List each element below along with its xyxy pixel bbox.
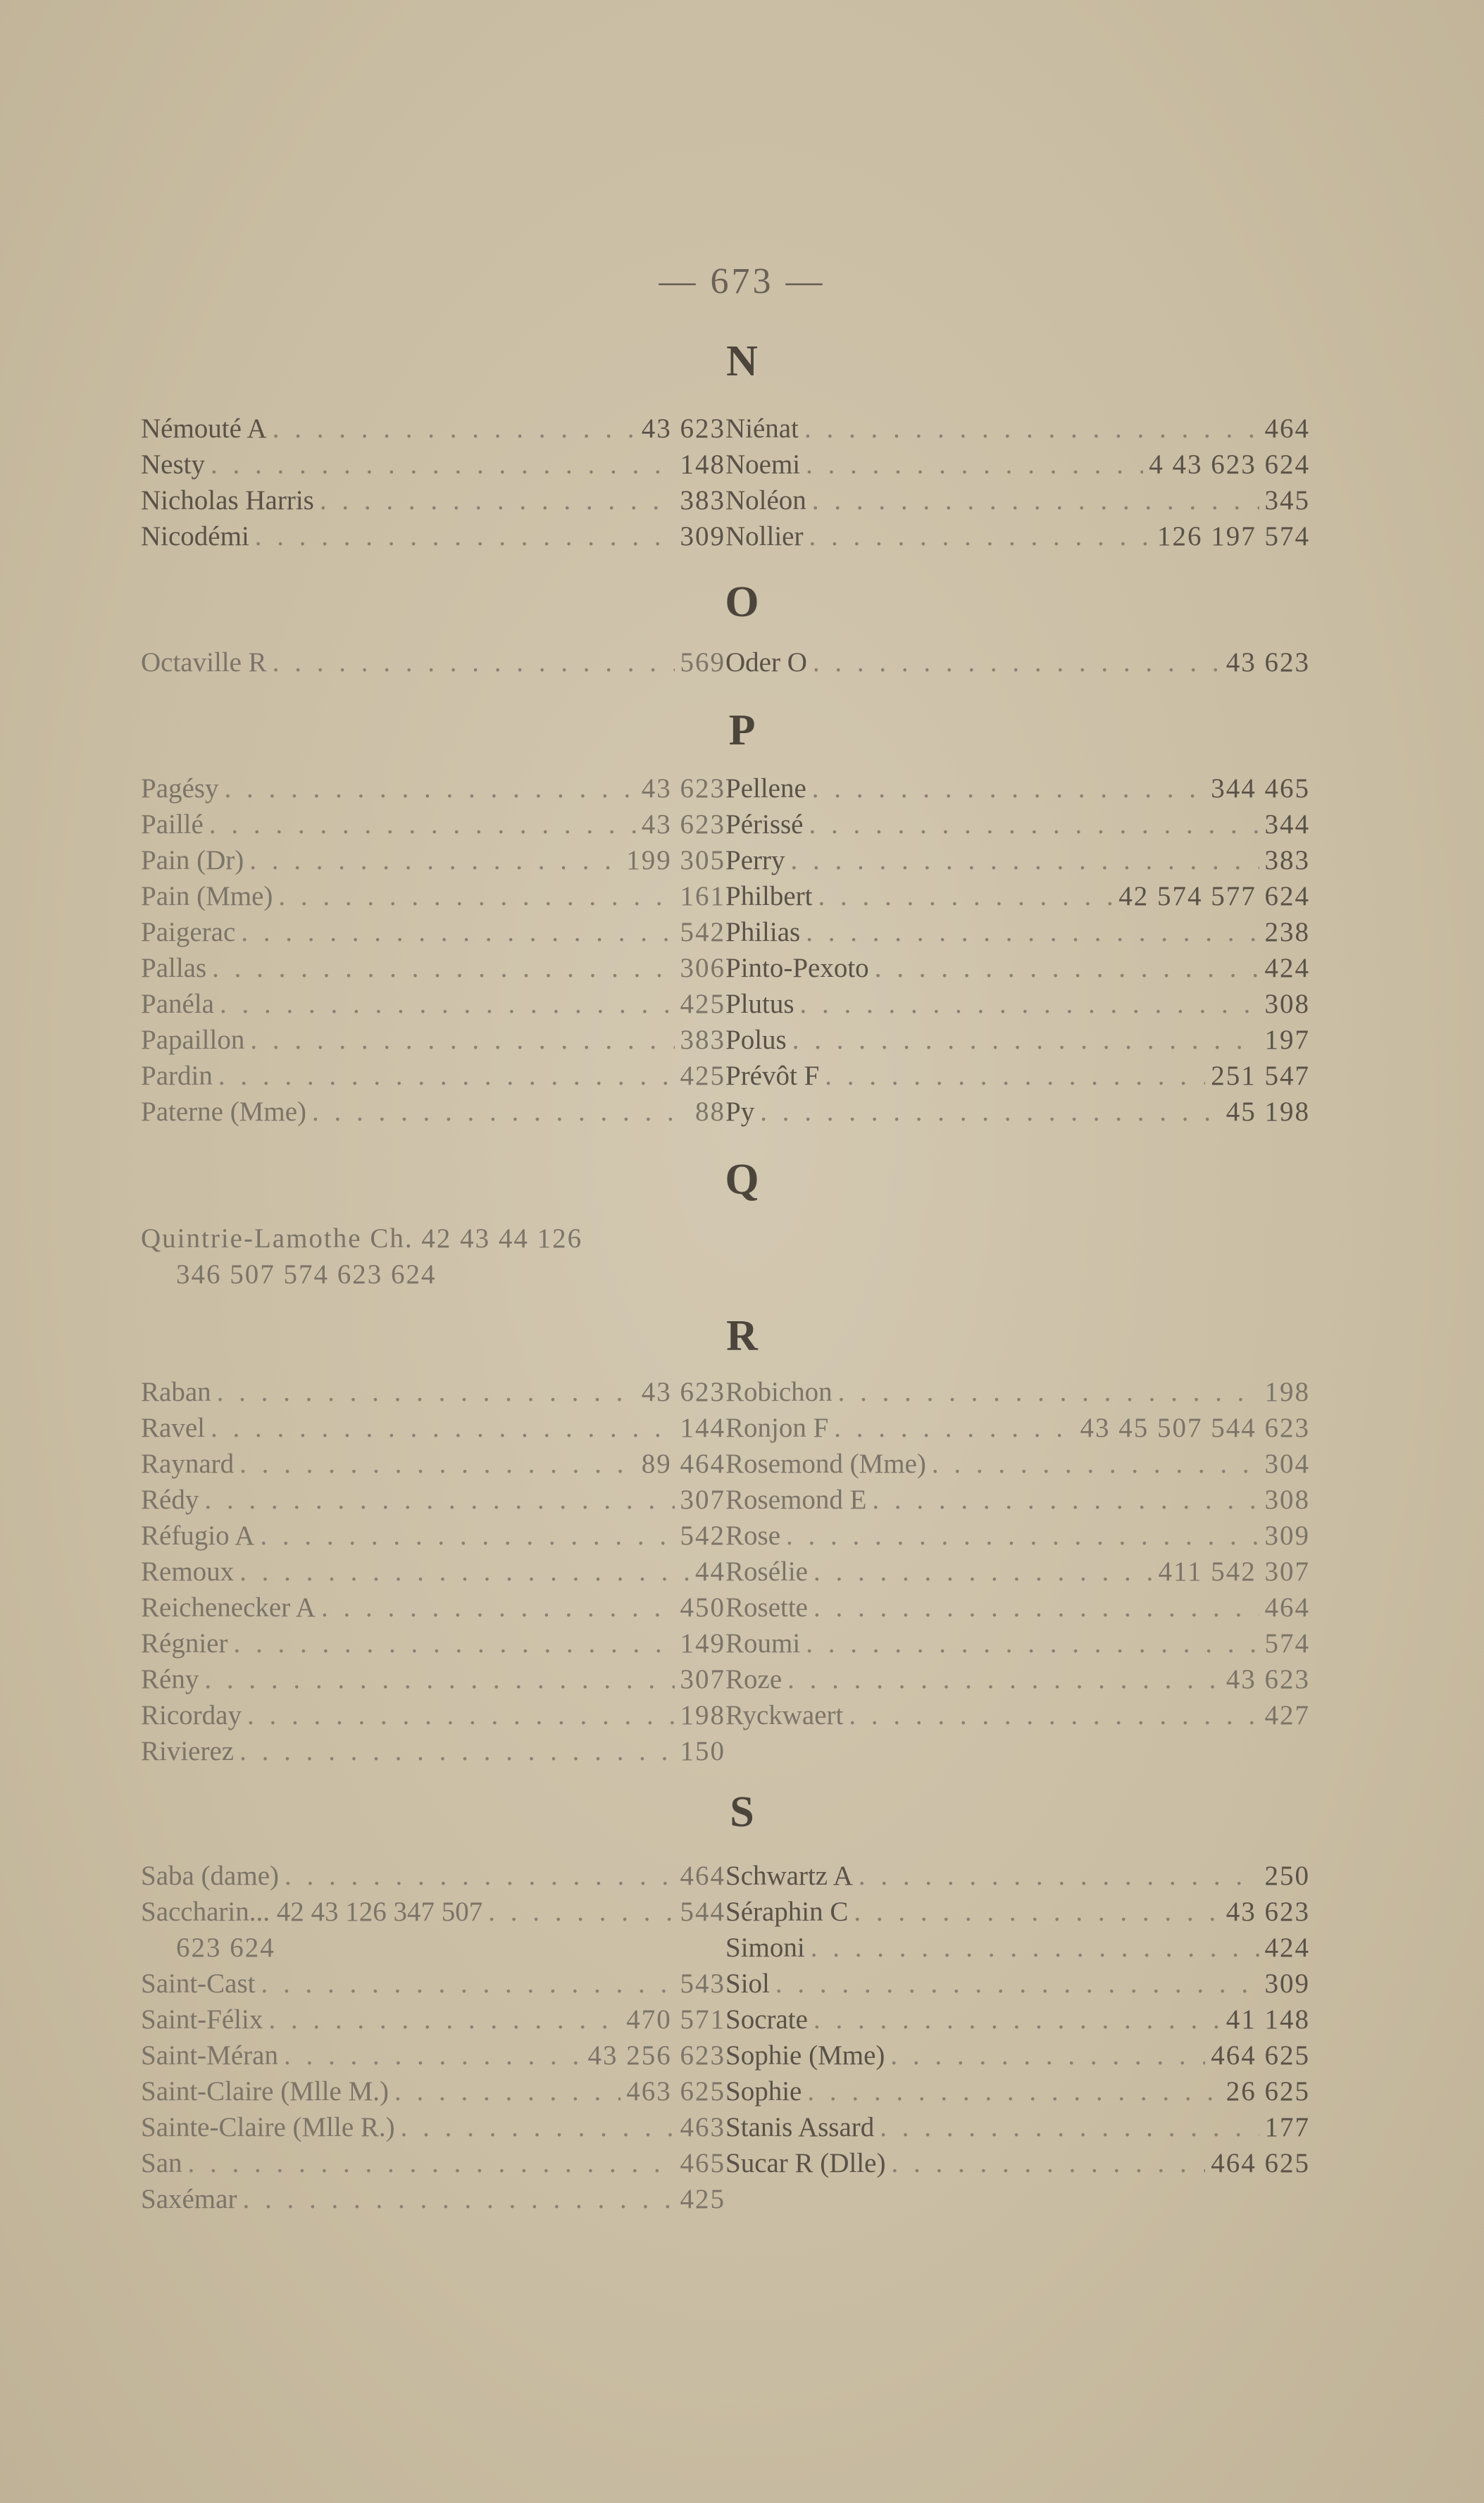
entry-name: Philbert <box>725 881 813 911</box>
entry-pages: 43 45 507 544 623 <box>1080 1413 1310 1443</box>
entry-pages: 88 <box>695 1097 725 1127</box>
entry-name: Paterne (Mme) <box>141 1097 306 1127</box>
index-entry <box>141 1625 725 1661</box>
index-entry <box>141 1966 725 2002</box>
entry-name: Pardin <box>141 1061 213 1091</box>
index-entry <box>141 2002 725 2037</box>
index-entry-continuation: 346 507 574 623 624 <box>176 1259 437 1290</box>
index-entry <box>725 447 1310 482</box>
entry-name: Roumi <box>725 1628 801 1659</box>
section-p-right-column <box>725 770 1310 1130</box>
entry-name: Noemi <box>725 449 801 480</box>
section-r-right-column <box>725 1374 1310 1733</box>
index-entry <box>141 1661 725 1697</box>
entry-name: Sophie <box>725 2076 802 2106</box>
entry-name: Sucar R (Dlle) <box>725 2148 886 2178</box>
entry-pages: 383 <box>680 485 725 516</box>
entry-name: Ryckwaert <box>725 1700 844 1730</box>
entry-name: Prévôt F <box>725 1061 820 1091</box>
section-letter-q: Q <box>725 1156 759 1204</box>
entry-pages: 250 <box>1264 1861 1310 1891</box>
entry-name: Panéla <box>141 989 214 1019</box>
index-entry <box>141 1697 725 1733</box>
entry-name: Rény <box>141 1664 199 1694</box>
entry-pages: 450 <box>680 1592 725 1623</box>
entry-pages: 308 <box>1264 989 1310 1019</box>
entry-name: Py <box>725 1097 755 1127</box>
entry-pages: 4 43 623 624 <box>1149 449 1310 480</box>
entry-pages: 411 542 307 <box>1158 1556 1310 1587</box>
index-entry <box>141 1590 725 1625</box>
index-entry <box>141 1058 725 1094</box>
index-entry <box>141 1410 725 1446</box>
entry-name: Schwartz A <box>725 1861 853 1891</box>
entry-pages: 542 <box>680 1521 725 1551</box>
entry-pages: 344 465 <box>1211 773 1310 804</box>
index-entry <box>725 1697 1310 1733</box>
entry-name: Socrate <box>725 2004 808 2035</box>
entry-pages: 464 <box>1264 413 1310 444</box>
index-entry <box>725 914 1310 950</box>
entry-name: Saint-Félix <box>141 2004 263 2035</box>
index-entry <box>725 1590 1310 1625</box>
entry-name: Pain (Mme) <box>141 881 273 911</box>
index-entry <box>141 842 725 878</box>
index-entry <box>141 1022 725 1058</box>
section-r-left-column <box>141 1374 725 1769</box>
entry-pages: 126 197 574 <box>1157 521 1310 551</box>
entry-name: Rosemond E <box>725 1485 867 1515</box>
entry-name: Rosemond (Mme) <box>725 1449 926 1479</box>
entry-pages: 465 <box>680 2148 725 2178</box>
index-entry <box>725 1094 1310 1130</box>
index-entry <box>141 644 725 680</box>
entry-pages: 309 <box>680 521 725 551</box>
entry-name: Némouté A <box>141 413 267 444</box>
entry-name: Sophie (Mme) <box>725 2040 885 2071</box>
entry-pages: 543 <box>680 1968 725 1999</box>
entry-name: Pellene <box>725 773 806 804</box>
index-entry <box>725 1858 1310 1894</box>
entry-pages: 383 <box>1264 845 1310 875</box>
section-n-right-column <box>725 411 1310 554</box>
entry-pages: 144 <box>680 1413 725 1443</box>
entry-name: Nicholas Harris <box>141 485 314 516</box>
index-entry <box>141 914 725 950</box>
entry-pages: 308 <box>1264 1485 1310 1515</box>
section-p-left-column <box>141 770 725 1130</box>
index-entry-line: Quintrie-Lamothe Ch. 42 43 44 126 <box>141 1223 583 1254</box>
entry-pages: 43 623 <box>1226 1897 1310 1927</box>
entry-pages: 309 <box>1264 1968 1310 1999</box>
entry-name: Régnier <box>141 1628 228 1659</box>
index-entry <box>141 1894 725 1930</box>
entry-pages: 238 <box>1264 917 1310 947</box>
index-entry <box>725 1625 1310 1661</box>
entry-pages: 307 <box>680 1664 725 1694</box>
index-entry <box>141 1446 725 1482</box>
entry-pages: 542 <box>680 917 725 947</box>
entry-pages: 307 <box>680 1485 725 1515</box>
index-entry <box>141 1482 725 1518</box>
entry-name: Nollier <box>725 521 804 551</box>
entry-pages: 464 625 <box>1211 2148 1310 2178</box>
index-entry <box>141 482 725 518</box>
entry-name: Simoni <box>725 1933 805 1963</box>
section-q-column <box>141 1221 986 1292</box>
entry-pages: 574 <box>1264 1628 1310 1659</box>
index-entry <box>141 1518 725 1554</box>
entry-pages: 464 <box>1264 1592 1310 1623</box>
entry-name: Reichenecker A <box>141 1592 316 1623</box>
entry-name: Saint-Cast <box>141 1968 256 1999</box>
entry-name: Ronjon F <box>725 1413 829 1443</box>
entry-pages: 251 547 <box>1211 1061 1310 1091</box>
entry-pages: 89 464 <box>641 1449 725 1479</box>
section-o-left-column <box>141 644 725 680</box>
index-entry <box>141 411 725 447</box>
entry-name: Pagésy <box>141 773 219 804</box>
entry-name: Niénat <box>725 413 799 444</box>
entry-name: Octaville R <box>141 647 267 678</box>
index-entry <box>725 986 1310 1022</box>
entry-name: Robichon <box>725 1377 833 1407</box>
index-entry <box>725 1482 1310 1518</box>
entry-pages: 45 198 <box>1226 1097 1310 1127</box>
entry-pages: 161 <box>680 881 725 911</box>
entry-pages: 42 574 577 624 <box>1118 881 1310 911</box>
index-entry <box>725 2037 1310 2073</box>
entry-name: Séraphin C <box>725 1897 849 1927</box>
index-entry <box>725 1966 1310 2002</box>
entry-pages: 345 <box>1264 485 1310 516</box>
index-entry-continuation: 623 624 <box>176 1933 275 1963</box>
entry-pages: 26 625 <box>1226 2076 1310 2106</box>
index-entry <box>141 518 725 554</box>
entry-pages: 43 623 <box>1226 647 1310 678</box>
entry-pages: 306 <box>680 953 725 983</box>
index-entry <box>725 1374 1310 1410</box>
index-entry <box>141 2073 725 2109</box>
entry-pages: 44 <box>695 1556 725 1587</box>
entry-pages: 149 <box>680 1628 725 1659</box>
entry-name: Noléon <box>725 485 806 516</box>
entry-name: Perry <box>725 845 785 875</box>
entry-pages: 425 <box>680 989 725 1019</box>
entry-pages: 464 <box>680 1861 725 1891</box>
entry-pages: 425 <box>680 2184 725 2214</box>
entry-pages: 309 <box>1264 1521 1310 1551</box>
index-entry <box>141 2145 725 2181</box>
entry-name: Saxémar <box>141 2184 237 2214</box>
entry-pages: 569 <box>680 647 725 678</box>
index-entry <box>725 950 1310 986</box>
entry-name: San <box>141 2148 182 2178</box>
entry-pages: 43 623 <box>641 773 725 804</box>
index-entry <box>141 1858 725 1894</box>
entry-name: Ravel <box>141 1413 205 1443</box>
entry-name: Saint-Méran <box>141 2040 278 2071</box>
index-entry <box>725 2002 1310 2037</box>
entry-name: Oder O <box>725 647 807 678</box>
index-entry <box>725 1022 1310 1058</box>
entry-name: Polus <box>725 1025 787 1055</box>
entry-name: Ricorday <box>141 1700 242 1730</box>
index-entry <box>725 482 1310 518</box>
entry-name: Saccharin... 42 43 126 347 507 <box>141 1897 483 1927</box>
section-letter-o: O <box>725 578 759 626</box>
index-entry <box>725 518 1310 554</box>
index-entry <box>725 1446 1310 1482</box>
entry-name: Raynard <box>141 1449 235 1479</box>
entry-pages: 425 <box>680 1061 725 1091</box>
section-letter-s: S <box>730 1788 754 1836</box>
index-entry <box>141 878 725 914</box>
entry-pages: 424 <box>1264 953 1310 983</box>
entry-name: Raban <box>141 1377 211 1407</box>
entry-pages: 463 <box>680 2112 725 2142</box>
section-letter-r: R <box>726 1312 758 1360</box>
index-entry <box>141 950 725 986</box>
section-n-left-column <box>141 411 725 554</box>
entry-pages: 463 625 <box>626 2076 725 2106</box>
entry-pages: 198 <box>1264 1377 1310 1407</box>
index-entry <box>725 806 1310 842</box>
entry-name: Rosélie <box>725 1556 808 1587</box>
entry-name: Réfugio A <box>141 1521 255 1551</box>
entry-name: Rivierez <box>141 1736 235 1766</box>
entry-name: Philias <box>725 917 801 947</box>
entry-name: Pallas <box>141 953 207 983</box>
entry-name: Nicodémi <box>141 521 249 551</box>
entry-name: Saba (dame) <box>141 1861 279 1891</box>
index-entry <box>141 2109 725 2145</box>
index-entry <box>725 770 1310 806</box>
index-entry <box>141 1733 725 1769</box>
entry-name: Rédy <box>141 1485 199 1515</box>
entry-name: Périssé <box>725 809 804 839</box>
entry-pages: 199 305 <box>626 845 725 875</box>
entry-pages: 43 623 <box>641 1377 725 1407</box>
index-entry <box>141 806 725 842</box>
entry-name: Siol <box>725 1968 770 1999</box>
entry-name: Remoux <box>141 1556 235 1587</box>
index-entry <box>141 1094 725 1130</box>
index-entry <box>141 2037 725 2073</box>
section-o-right-column <box>725 644 1310 680</box>
index-entry <box>725 1058 1310 1094</box>
index-entry <box>141 1374 725 1410</box>
index-entry <box>725 1554 1310 1590</box>
entry-pages: 43 256 623 <box>587 2040 725 2071</box>
entry-pages: 43 623 <box>641 413 725 444</box>
entry-name: Papaillon <box>141 1025 245 1055</box>
entry-name: Paillé <box>141 809 204 839</box>
entry-pages: 43 623 <box>641 809 725 839</box>
entry-name: Sainte-Claire (Mlle R.) <box>141 2112 395 2142</box>
entry-pages: 43 623 <box>1226 1664 1310 1694</box>
index-entry <box>725 644 1310 680</box>
entry-name: Plutus <box>725 989 794 1019</box>
entry-pages: 148 <box>680 449 725 480</box>
entry-pages: 177 <box>1264 2112 1310 2142</box>
entry-name: Pain (Dr) <box>141 845 244 875</box>
index-entry <box>725 2109 1310 2145</box>
entry-pages: 470 571 <box>626 2004 725 2035</box>
index-entry <box>725 1894 1310 1930</box>
entry-pages: 304 <box>1264 1449 1310 1479</box>
index-entry <box>141 1554 725 1590</box>
entry-pages: 344 <box>1264 809 1310 839</box>
index-entry <box>725 1518 1310 1554</box>
entry-name: Saint-Claire (Mlle M.) <box>141 2076 389 2106</box>
index-entry <box>725 2073 1310 2109</box>
entry-name: Rosette <box>725 1592 808 1623</box>
entry-name: Stanis Assard <box>725 2112 875 2142</box>
index-entry <box>725 878 1310 914</box>
entry-pages: 424 <box>1264 1933 1310 1963</box>
page-number: — 673 — <box>659 261 825 301</box>
index-entry <box>141 2181 725 2217</box>
entry-pages: 197 <box>1264 1025 1310 1055</box>
entry-name: Rose <box>725 1521 780 1551</box>
entry-name: Paigerac <box>141 917 236 947</box>
entry-pages: 41 148 <box>1226 2004 1310 2035</box>
index-entry <box>725 1410 1310 1446</box>
index-entry <box>725 2145 1310 2181</box>
index-entry <box>725 1930 1310 1966</box>
entry-pages: 383 <box>680 1025 725 1055</box>
index-entry <box>141 447 725 482</box>
entry-pages: 150 <box>680 1736 725 1766</box>
section-s-right-column <box>725 1858 1310 2181</box>
section-letter-p: P <box>728 706 756 754</box>
index-entry <box>725 411 1310 447</box>
entry-pages: 198 <box>680 1700 725 1730</box>
index-entry <box>141 986 725 1022</box>
entry-name: Roze <box>725 1664 782 1694</box>
index-entry <box>725 842 1310 878</box>
entry-name: Pinto-Pexoto <box>725 953 869 983</box>
entry-pages: 464 625 <box>1211 2040 1310 2071</box>
entry-pages: 427 <box>1264 1700 1310 1730</box>
section-s-left-column <box>141 1858 725 2217</box>
section-letter-n: N <box>726 337 758 385</box>
index-entry <box>725 1661 1310 1697</box>
entry-pages: 544 <box>680 1897 725 1927</box>
entry-name: Nesty <box>141 449 205 480</box>
index-entry <box>141 770 725 806</box>
